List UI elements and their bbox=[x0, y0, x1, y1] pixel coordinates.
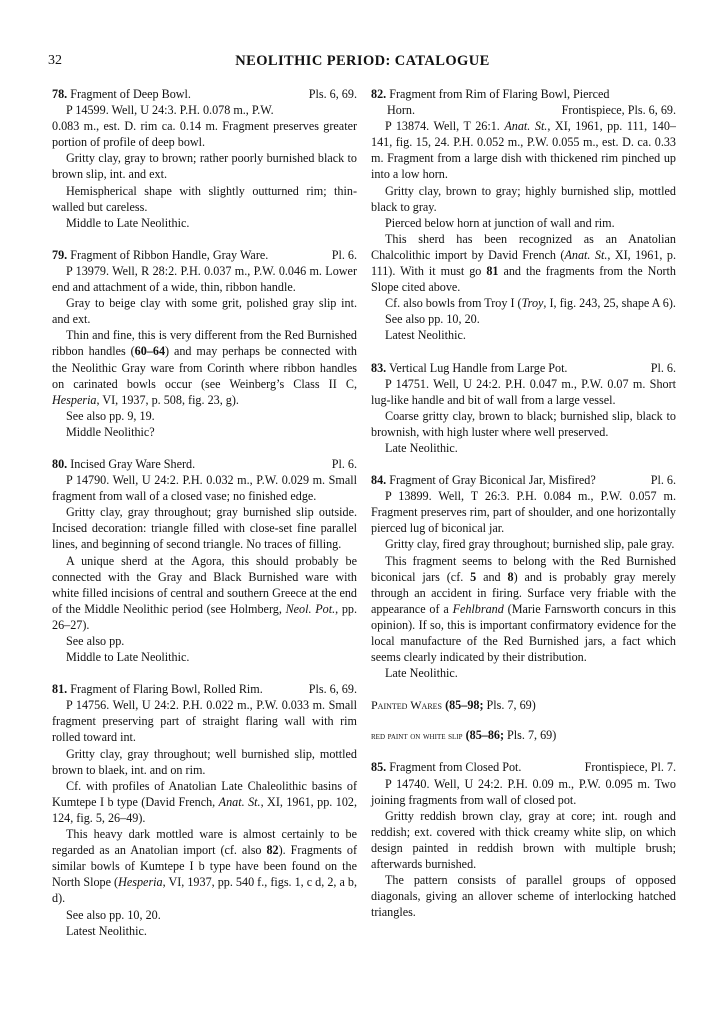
citation: Troy bbox=[521, 296, 544, 311]
entry-number: 79. bbox=[52, 247, 68, 262]
entry-number: 82. bbox=[371, 87, 387, 101]
entry-fabric: Gritty clay, gray throughout; gray burnished slip outside. Incised decoration: triangle filled with close-set fine parallel lines, and beginning of second triangle. No traces of filling. bbox=[52, 505, 357, 552]
entry-inventory: P 13874. Well, T 26:1. Anat. St., XI, 1961, pp. 111, 140–141, fig. 15, 24. P.H. 0.052 m., P.W. 0.055 m., est. D. ca. 0.33 m. Fragment from a large dish with thickened rim pinched up into a low horn. bbox=[371, 119, 676, 182]
entry-date: Late Neolithic. bbox=[385, 440, 458, 455]
entry-fabric: Coarse gritty clay, brown to black; burnished slip, black to brownish, with high luster where well preserved. bbox=[371, 408, 676, 439]
catalogue-entry-80 bbox=[52, 456, 357, 665]
cross-reference: 5 bbox=[470, 569, 477, 584]
citation: Anat. St. bbox=[504, 119, 548, 134]
left-column bbox=[52, 86, 357, 955]
cross-reference: 82 bbox=[266, 843, 279, 858]
entry-title: Fragment of Gray Biconical Jar, Misfired? bbox=[389, 473, 596, 488]
entry-number: 85. bbox=[371, 760, 387, 775]
entry-fabric: Gritty clay, gray throughout; well burnished slip, mottled brown to blaek, int. and on rim. bbox=[52, 746, 357, 777]
entry-number: 78. bbox=[52, 87, 68, 101]
entry-comparison: Cf. also bowls from Troy I (Troy, I, fig. 243, 25, shape A 6). bbox=[385, 296, 676, 311]
entry-inventory: P 14740. Well, U 24:2. P.H. 0.09 m., P.W. 0.095 m. Two joining fragments from wall of closed pot. bbox=[371, 776, 676, 807]
entry-title: Fragment from Rim of Flaring Bowl, Pierced bbox=[389, 87, 610, 101]
entry-fabric: Gritty clay, gray to brown; rather poorly burnished black to brown slip, int. and ext. bbox=[52, 151, 357, 182]
entry-date: Middle to Late Neolithic. bbox=[66, 650, 190, 665]
entry-title: Fragment of Flaring Bowl, Rolled Rim. bbox=[70, 682, 263, 697]
entry-commentary: This heavy dark mottled ware is almost certainly to be regarded as an Anatolian import (cf. also 82). Fragments of similar bowls of Kumtepe I b type have been found on the North Slope (Hesperia, VI, 1937, pp. 540 f., figs. 1, c d, 2, a b, d). bbox=[52, 827, 357, 906]
entry-date: Latest Neolithic. bbox=[66, 923, 147, 938]
entry-fabric: Gritty reddish brown clay, gray at core; int. rough and reddish; ext. covered with thick creamy white slip, on which design painted in reddish brown with multiple brush; afterwards burnished. bbox=[371, 808, 676, 872]
page-header bbox=[48, 53, 677, 71]
entry-heading bbox=[371, 86, 676, 102]
entry-plates: Pls. 6, 69. bbox=[308, 87, 357, 101]
entry-plates: Pl. 6. bbox=[331, 456, 357, 471]
subsection-heading-red-on-white bbox=[371, 727, 676, 745]
entry-date: Middle Neolithic? bbox=[66, 424, 155, 439]
cross-reference: 60–64 bbox=[134, 344, 166, 359]
entry-commentary: The pattern consists of parallel groups of opposed diagonals, giving an allover scheme of interlocking hatched triangles. bbox=[371, 873, 676, 920]
entry-fabric: Gritty clay, fired gray throughout; burnished slip, pale gray. bbox=[385, 537, 675, 552]
entry-fabric: Gray to beige clay with some grit, polished gray slip int. and ext. bbox=[52, 296, 357, 327]
entry-heading bbox=[52, 456, 357, 472]
catalogue-entry-82 bbox=[371, 86, 676, 344]
cross-reference: 8 bbox=[507, 569, 514, 584]
entry-plates: Frontispiece, Pl. 7. bbox=[584, 760, 676, 775]
entry-description: 0.083 m., est. D. rim ca. 0.14 m. Fragment preserves greater portion of profile of deep bowl. bbox=[52, 119, 357, 150]
entry-plates: Pls. 6, 69. bbox=[308, 682, 357, 697]
entry-see-also: See also pp. 9, 19. bbox=[66, 408, 155, 423]
catalogue-entry-78 bbox=[52, 86, 357, 231]
entry-heading bbox=[371, 472, 676, 488]
entry-title: Vertical Lug Handle from Large Pot. bbox=[389, 360, 568, 375]
catalogue-entry-85 bbox=[371, 759, 676, 920]
entry-plates: Pl. 6. bbox=[650, 473, 676, 488]
catalogue-entry-79 bbox=[52, 247, 357, 440]
entry-title: Fragment of Ribbon Handle, Gray Ware. bbox=[70, 247, 269, 262]
entry-number: 81. bbox=[52, 682, 68, 697]
entry-see-also: See also pp. 10, 20. bbox=[385, 312, 480, 327]
entry-plates: Pl. 6. bbox=[650, 360, 676, 375]
entry-date: Latest Neolithic. bbox=[385, 328, 466, 343]
entry-inventory: P 14756. Well, U 24:2. P.H. 0.022 m., P.W. 0.033 m. Small fragment preserving part of straight flaring wall with rim rolled toward int. bbox=[52, 698, 357, 745]
entry-number: 83. bbox=[371, 360, 387, 375]
citation: Fehlbrand bbox=[452, 601, 504, 616]
entry-heading bbox=[52, 681, 357, 697]
entry-see-also: See also pp. 10, 20. bbox=[66, 907, 161, 922]
entry-commentary: A unique sherd at the Agora, this should probably be connected with the Gray and Black Burnished ware with white filled incisions of central and southern Greece at the end of the Middle Neolithic period (see Holmberg, Neol. Pot., pp. 26–27). bbox=[52, 553, 357, 632]
citation: Hesperia bbox=[118, 875, 163, 890]
entry-plates: Pl. 6. bbox=[331, 247, 357, 262]
catalogue-entry-81 bbox=[52, 681, 357, 939]
entry-plates: Frontispiece, Pls. 6, 69. bbox=[561, 103, 676, 118]
catalogue-entry-83 bbox=[371, 360, 676, 457]
subsection-range: (85–86; bbox=[465, 728, 505, 743]
subsection-plates: Pls. 7, 69) bbox=[504, 728, 557, 743]
entry-title: Incised Gray Ware Sherd. bbox=[70, 456, 196, 471]
entry-inventory: P 13979. Well, R 28:2. P.H. 0.037 m., P.W. 0.046 m. Lower end and attachment of a wide, thin, ribbon handle. bbox=[52, 263, 357, 295]
entry-number: 84. bbox=[371, 473, 387, 488]
entry-see-also: See also pp. bbox=[66, 634, 125, 648]
catalogue-entry-84 bbox=[371, 472, 676, 681]
running-title: NEOLITHIC PERIOD: CATALOGUE bbox=[235, 53, 490, 69]
entry-inventory: P 13899. Well, T 26:3. P.H. 0.084 m., P.W. 0.057 m. Fragment preserves rim, part of shoulder, and one horizontally pierced lug of biconical jar. bbox=[371, 489, 676, 536]
entry-inventory: P 14790. Well, U 24:2. P.H. 0.032 m., P.W. 0.029 m. Small fragment from wall of a closed vase; no finished edge. bbox=[52, 473, 357, 504]
citation: Neol. Pot. bbox=[285, 601, 336, 616]
right-column bbox=[371, 86, 676, 936]
entry-commentary: Thin and fine, this is very different from the Red Burnished ribbon handles (60–64) and may perhaps be connected with the Neolithic Gray ware from Corinth where ribbon handles on carinated bowls occur (see Weinberg’s Class II C, Hesperia, VI, 1937, p. 508, fig. 23, g). bbox=[52, 328, 357, 407]
citation: Anat. St. bbox=[218, 794, 261, 809]
entry-heading bbox=[52, 247, 357, 263]
entry-commentary: Hemispherical shape with slightly outturned rim; thin-walled but careless. bbox=[52, 183, 357, 214]
subsection-label: red paint on white slip bbox=[371, 731, 463, 743]
citation: Hesperia bbox=[52, 392, 97, 407]
entry-date: Middle to Late Neolithic. bbox=[66, 215, 190, 230]
section-label: Painted Wares bbox=[371, 698, 443, 713]
entry-number: 80. bbox=[52, 456, 68, 471]
citation: Anat. St. bbox=[564, 247, 608, 262]
entry-date: Late Neolithic. bbox=[385, 666, 458, 681]
section-range: (85–98; bbox=[445, 698, 484, 713]
cross-reference: 81 bbox=[486, 264, 499, 279]
entry-title-continued: Horn. bbox=[387, 103, 415, 118]
entry-title: Fragment from Closed Pot. bbox=[389, 760, 522, 775]
entry-commentary: This fragment seems to belong with the Red Burnished biconical jars (cf. 5 and 8) and is probably gray merely through an accident in firing. Surface very friable with the appearance of a Fehlbrand (Marie Farnsworth concurs in this opinion). If so, this is important confirmatory evidence for the local manufacture of the Red Burnished jars, a fact which seems clearly indicated by their distribution. bbox=[371, 553, 677, 665]
entry-fabric: Gritty clay, brown to gray; highly burnished slip, mottled black to gray. bbox=[371, 183, 676, 214]
entry-detail: Pierced below horn at junction of wall and rim. bbox=[385, 215, 615, 230]
entry-inventory: P 14599. Well, U 24:3. P.H. 0.078 m., P.W. bbox=[66, 103, 274, 118]
entry-title: Fragment of Deep Bowl. bbox=[70, 87, 191, 101]
entry-inventory: P 14751. Well, U 24:2. P.H. 0.047 m., P.W. 0.07 m. Short lug-like handle and bit of wall from a large vessel. bbox=[371, 376, 676, 407]
entry-commentary: This sherd has been recognized as an Anatolian Chalcolithic import by David French (Anat. St., XI, 1961, p. 111). With it must go 81 and the fragments from the North Slope cited above. bbox=[371, 231, 676, 295]
page-number: 32 bbox=[48, 53, 62, 68]
entry-heading bbox=[371, 360, 676, 376]
section-plates: Pls. 7, 69) bbox=[483, 698, 536, 713]
entry-heading bbox=[52, 86, 357, 102]
entry-heading bbox=[371, 759, 676, 775]
entry-comparison: Cf. with profiles of Anatolian Late Chaleolithic basins of Kumtepe I b type (David French, Anat. St., XI, 1961, pp. 102, 124, fig. 5, 26–49). bbox=[52, 778, 357, 825]
section-heading-painted-wares bbox=[371, 697, 676, 713]
